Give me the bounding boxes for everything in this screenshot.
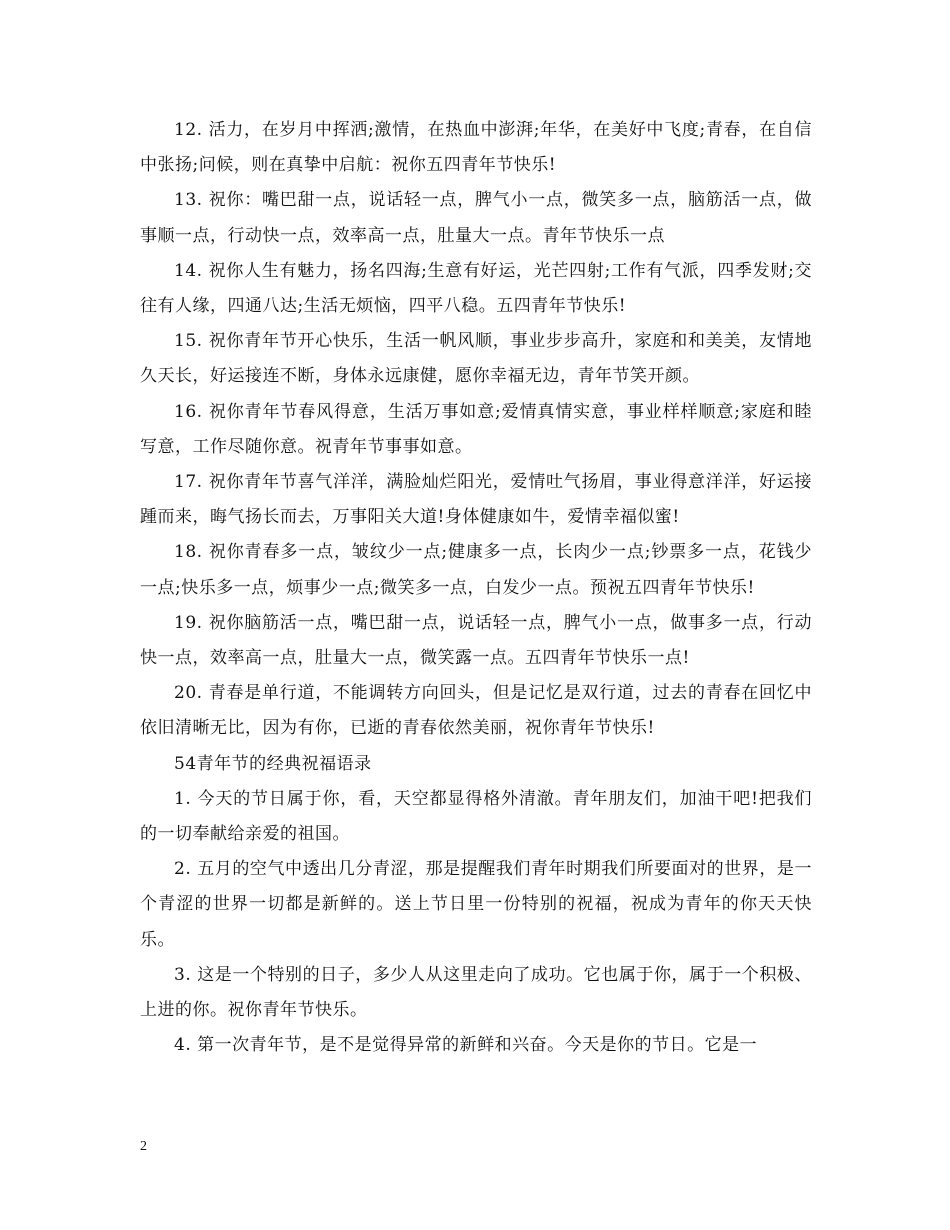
paragraph-4: 4. 第一次青年节，是不是觉得异常的新鲜和兴奋。今天是你的节日。它是一 bbox=[174, 1035, 758, 1056]
paragraph-20: 20. 青春是单行道，不能调转方向回头，但是记忆是双行道，过去的青春在回忆中依旧清晰无比，因为有你，已逝的青春依然美丽，祝你青年节快乐! bbox=[140, 683, 812, 739]
paragraph-3: 3. 这是一个特别的日子，多少人从这里走向了成功。它也属于你，属于一个积极、上进的你。祝你青年节快乐。 bbox=[140, 964, 812, 1021]
paragraph-12: 12. 活力，在岁月中挥洒;激情，在热血中澎湃;年华，在美好中飞度;青春，在自信中张扬;问候，则在真挚中启航：祝你五四青年节快乐! bbox=[140, 120, 812, 176]
paragraph-18: 18. 祝你青春多一点，皱纹少一点;健康多一点，长肉少一点;钞票多一点，花钱少一点;快乐多一点，烦事少一点;微笑多一点，白发少一点。预祝五四青年节快乐! bbox=[140, 542, 812, 598]
paragraph-16: 16. 祝你青年节春风得意，生活万事如意;爱情真情实意，事业样样顺意;家庭和睦写意，工作尽随你意。祝青年节事事如意。 bbox=[140, 401, 812, 457]
document-body bbox=[140, 113, 812, 1063]
paragraph-15: 15. 祝你青年节开心快乐，生活一帆风顺，事业步步高升，家庭和和美美，友情地久天长，好运接连不断，身体永远康健，愿你幸福无边，青年节笑开颜。 bbox=[140, 331, 812, 387]
section-heading: 54青年节的经典祝福语录 bbox=[174, 753, 372, 774]
paragraph-13: 13. 祝你：嘴巴甜一点，说话轻一点，脾气小一点，微笑多一点，脑筋活一点，做事顺一点，行动快一点，效率高一点，肚量大一点。青年节快乐一点 bbox=[140, 190, 812, 246]
page-number: 2 bbox=[140, 1139, 147, 1154]
paragraph-19: 19. 祝你脑筋活一点，嘴巴甜一点，说话轻一点，脾气小一点，做事多一点，行动快一点，效率高一点，肚量大一点，微笑露一点。五四青年节快乐一点! bbox=[140, 612, 812, 669]
paragraph-1: 1. 今天的节日属于你，看，天空都显得格外清澈。青年朋友们，加油干吧!把我们的一切奉献给亲爱的祖国。 bbox=[140, 788, 812, 845]
paragraph-2: 2. 五月的空气中透出几分青涩，那是提醒我们青年时期我们所要面对的世界，是一个青涩的世界一切都是新鲜的。送上节日里一份特别的祝福，祝成为青年的你天天快乐。 bbox=[140, 859, 812, 950]
paragraph-17: 17. 祝你青年节喜气洋洋，满脸灿烂阳光，爱情吐气扬眉，事业得意洋洋，好运接踵而来，晦气扬长而去，万事阳关大道!身体健康如牛，爱情幸福似蜜! bbox=[140, 472, 812, 528]
paragraph-14: 14. 祝你人生有魅力，扬名四海;生意有好运，光芒四射;工作有气派，四季发财;交往有人缘，四通八达;生活无烦恼，四平八稳。五四青年节快乐! bbox=[140, 260, 812, 317]
